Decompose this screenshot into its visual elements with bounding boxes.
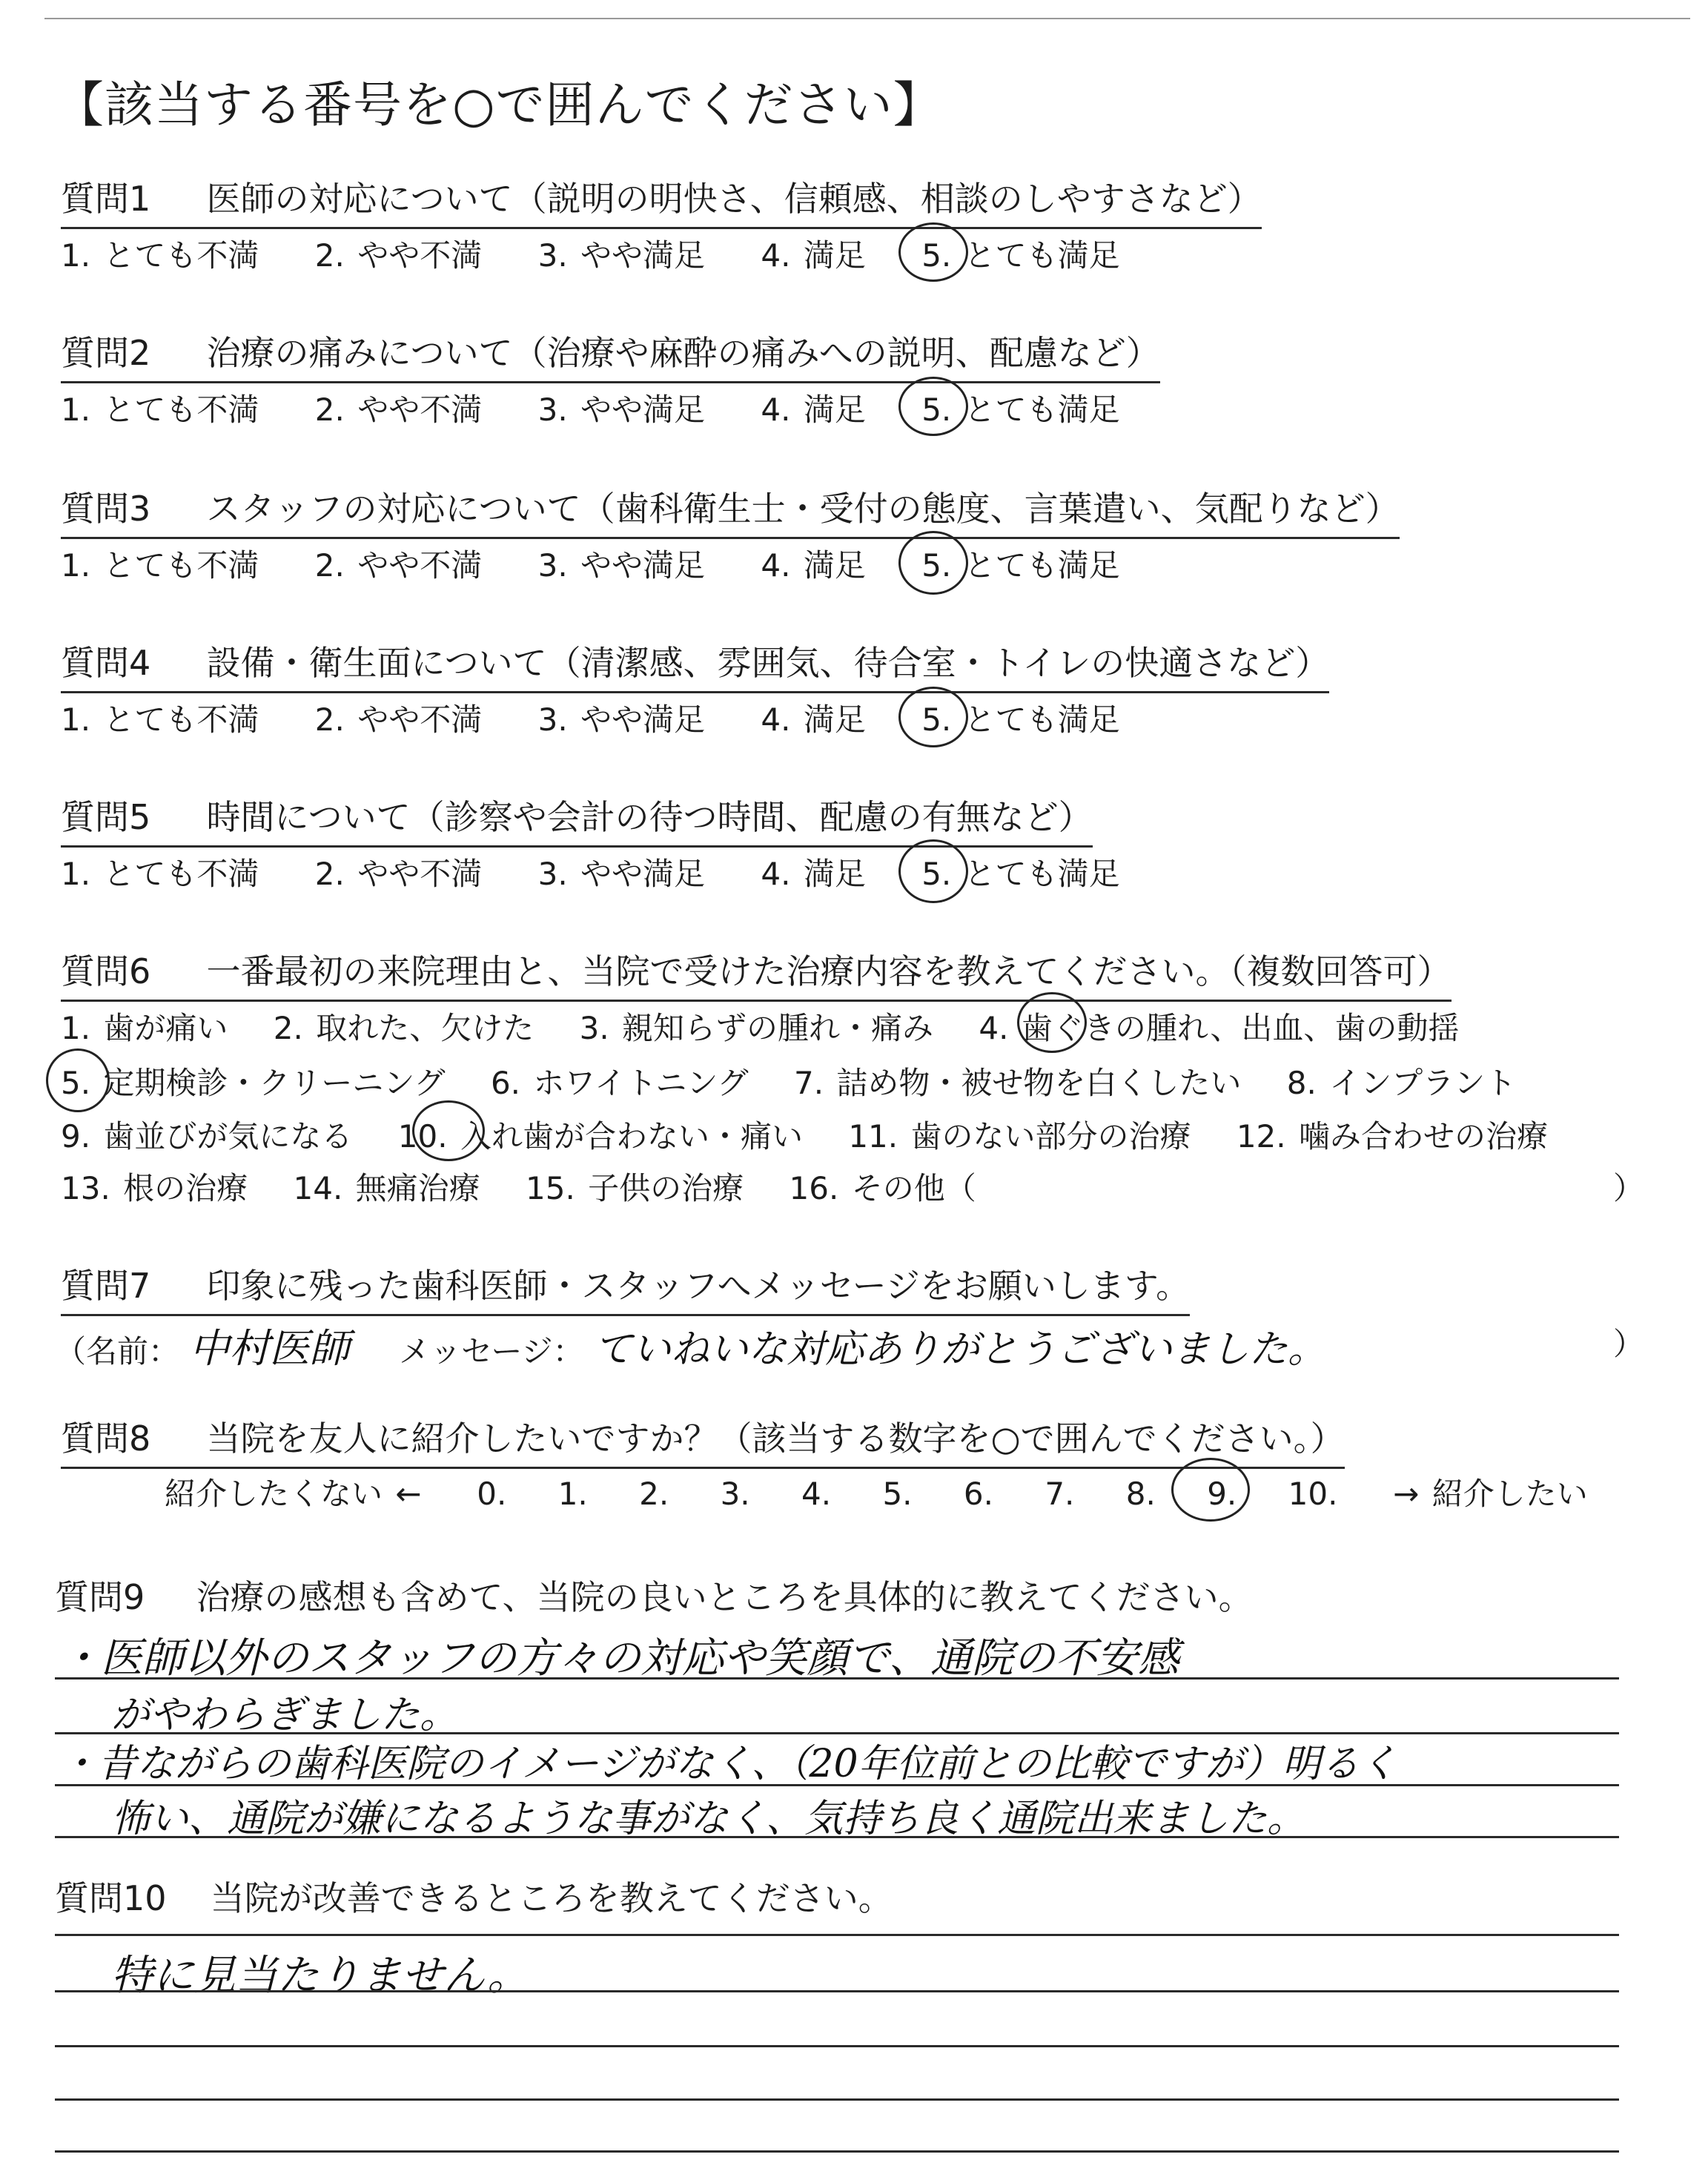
q8-score-8[interactable]: 8.	[1125, 1476, 1156, 1512]
question-7-text: 印象に残った歯科医師・スタッフへメッセージをお願いします。	[206, 1266, 1191, 1306]
option-4[interactable]: 4. 満足	[761, 701, 866, 738]
option-2[interactable]: 2. やや不満	[314, 237, 483, 274]
question-4-label: 質問4	[61, 643, 151, 683]
option-1[interactable]: 1. とても不満	[61, 237, 259, 274]
question-2-label: 質問2	[61, 333, 151, 373]
q6-option-1[interactable]: 1. 歯が痛い	[61, 1010, 228, 1046]
q9-answer-line-4[interactable]: 怖い、通院が嫌になるような事がなく、気持ち良く通院出来ました。	[111, 1797, 1305, 1841]
question-3-label: 質問3	[61, 489, 151, 529]
q6-option-13[interactable]: 13. 根の治療	[61, 1170, 248, 1206]
option-1[interactable]: 1. とても不満	[61, 392, 259, 428]
q9-rule-3	[55, 1784, 1619, 1786]
option-5[interactable]: 5. とても満足	[921, 547, 1120, 584]
q7-name-value[interactable]: 中村医師	[189, 1325, 350, 1372]
question-6-label: 質問6	[61, 951, 151, 991]
q6-option-11[interactable]: 11. 歯のない部分の治療	[848, 1118, 1191, 1155]
q6-option-16[interactable]: 16. その他（	[789, 1170, 976, 1206]
q7-message-value[interactable]: ていねいな対応ありがとうございました。	[593, 1327, 1326, 1372]
q6-option-7[interactable]: 7. 詰め物・被せ物を白くしたい	[793, 1065, 1242, 1101]
q7-name-label: （名前：	[55, 1333, 180, 1370]
option-3[interactable]: 3. やや満足	[537, 392, 706, 428]
question-5-text: 時間について（診察や会計の待つ時間、配慮の有無など）	[206, 797, 1093, 837]
q10-rule-1	[55, 1934, 1619, 1936]
q6-row-2	[61, 1059, 1516, 1103]
q9-rule-1	[55, 1677, 1619, 1680]
q9-rule-4	[55, 1836, 1619, 1838]
q8-scale-row	[165, 1470, 1588, 1514]
question-4-text: 設備・衛生面について（清潔感、雰囲気、待合室・トイレの快適さなど）	[206, 643, 1330, 683]
option-2[interactable]: 2. やや不満	[314, 547, 483, 584]
selection-circle-q1	[898, 222, 968, 282]
question-3	[61, 482, 1400, 539]
option-5[interactable]: 5. とても満足	[921, 701, 1120, 738]
q8-score-0[interactable]: 0.	[477, 1476, 507, 1512]
option-1[interactable]: 1. とても不満	[61, 701, 259, 738]
question-9	[55, 1571, 1253, 1619]
question-4	[61, 636, 1329, 693]
q8-score-7[interactable]: 7.	[1045, 1476, 1075, 1512]
option-5[interactable]: 5. とても満足	[921, 237, 1120, 274]
q8-score-9[interactable]: 9.	[1207, 1476, 1237, 1512]
selection-circle-q5	[898, 839, 968, 903]
question-9-text: 治療の感想も含めて、当院の良いところを具体的に教えてください。	[196, 1577, 1253, 1617]
q7-message-label: メッセージ：	[399, 1333, 584, 1370]
q8-right-label: → 紹介したい	[1393, 1476, 1588, 1512]
q6-option-8[interactable]: 8. インプラント	[1286, 1065, 1517, 1101]
q8-score-2[interactable]: 2.	[639, 1476, 669, 1512]
q8-score-3[interactable]: 3.	[720, 1476, 750, 1512]
question-5-options	[61, 850, 1131, 894]
option-3[interactable]: 3. やや満足	[537, 701, 706, 738]
q6-row-3	[61, 1112, 1548, 1157]
q6-option-5[interactable]: 5. 定期検診・クリーニング	[61, 1065, 446, 1101]
question-5-label: 質問5	[61, 797, 151, 837]
q7-answer-row	[55, 1317, 1326, 1374]
selection-circle-q6-10	[412, 1100, 485, 1161]
question-10-label: 質問10	[55, 1878, 167, 1918]
option-4[interactable]: 4. 満足	[761, 237, 866, 274]
option-5[interactable]: 5. とても満足	[921, 856, 1120, 892]
question-8-label: 質問8	[61, 1418, 151, 1459]
q6-option-14[interactable]: 14. 無痛治療	[293, 1170, 480, 1206]
question-9-label: 質問9	[55, 1577, 145, 1617]
q10-answer-line-1[interactable]: 特に見当たりません。	[111, 1952, 529, 2000]
option-2[interactable]: 2. やや不満	[314, 856, 483, 892]
option-5[interactable]: 5. とても満足	[921, 392, 1120, 428]
selection-circle-q6-4	[1017, 992, 1087, 1053]
q10-rule-5	[55, 2150, 1619, 2153]
question-2-options	[61, 386, 1131, 430]
q8-score-6[interactable]: 6.	[963, 1476, 993, 1512]
option-1[interactable]: 1. とても不満	[61, 547, 259, 584]
q10-rule-2	[55, 1990, 1619, 1992]
question-3-text: スタッフの対応について（歯科衛生士・受付の態度、言葉遣い、気配りなど）	[206, 489, 1400, 529]
selection-circle-q6-5	[46, 1048, 110, 1112]
option-3[interactable]: 3. やや満足	[537, 547, 706, 584]
q9-answer-line-1[interactable]: ・医師以外のスタッフの方々の対応や笑顔で、通院の不安感	[59, 1634, 1179, 1682]
q6-row-4	[61, 1164, 976, 1209]
question-10-text: 当院が改善できるところを教えてください。	[210, 1878, 893, 1918]
question-2-text: 治療の痛みについて（治療や麻酔の痛みへの説明、配慮など）	[206, 333, 1160, 373]
q6-option-6[interactable]: 6. ホワイトニング	[490, 1065, 749, 1101]
q8-score-4[interactable]: 4.	[801, 1476, 832, 1512]
question-7-label: 質問7	[61, 1266, 151, 1306]
option-2[interactable]: 2. やや不満	[314, 392, 483, 428]
q9-answer-line-2[interactable]: がやわらぎました。	[111, 1693, 459, 1737]
q8-score-10[interactable]: 10.	[1288, 1476, 1338, 1512]
question-8-text: 当院を友人に紹介したいですか？（該当する数字を○で囲んでください。）	[206, 1418, 1345, 1459]
top-border	[44, 18, 1690, 19]
option-4[interactable]: 4. 満足	[761, 392, 866, 428]
q6-row-1	[61, 1004, 1459, 1048]
question-1-text: 医師の対応について（説明の明快さ、信頼感、相談のしやすさなど）	[206, 179, 1262, 219]
q8-score-1[interactable]: 1.	[557, 1476, 588, 1512]
option-4[interactable]: 4. 満足	[761, 547, 866, 584]
option-2[interactable]: 2. やや不満	[314, 701, 483, 738]
q10-rule-3	[55, 2045, 1619, 2047]
question-1-options	[61, 231, 1131, 276]
q6-option-3[interactable]: 3. 親知らずの腫れ・痛み	[579, 1010, 934, 1046]
question-6-text: 一番最初の来院理由と、当院で受けた治療内容を教えてください。（複数回答可）	[206, 951, 1452, 991]
selection-circle-q8	[1171, 1458, 1250, 1522]
selection-circle-q3	[898, 531, 968, 595]
question-7	[61, 1259, 1190, 1316]
option-3[interactable]: 3. やや満足	[537, 237, 706, 274]
page-title: 【該当する番号を○で囲んでください】	[55, 76, 943, 133]
q6-option-12[interactable]: 12. 噛み合わせの治療	[1236, 1118, 1548, 1155]
selection-circle-q2	[898, 377, 968, 436]
question-4-options	[61, 696, 1131, 740]
q8-left-label: 紹介したくない ←	[165, 1476, 422, 1512]
question-1	[61, 172, 1262, 229]
question-1-label: 質問1	[61, 179, 151, 219]
question-8	[61, 1412, 1345, 1469]
q6-close-paren: ）	[1613, 1170, 1645, 1206]
question-2	[61, 326, 1160, 383]
question-6	[61, 945, 1452, 1002]
option-1[interactable]: 1. とても不満	[61, 856, 259, 892]
option-3[interactable]: 3. やや満足	[537, 856, 706, 892]
q7-close-paren: ）	[1613, 1326, 1645, 1362]
question-10	[55, 1872, 893, 1920]
option-4[interactable]: 4. 満足	[761, 856, 866, 892]
q6-option-4[interactable]: 4. 歯ぐきの腫れ、出血、歯の動揺	[979, 1010, 1460, 1046]
q10-rule-4	[55, 2098, 1619, 2101]
q6-option-2[interactable]: 2. 取れた、欠けた	[273, 1010, 534, 1046]
q6-option-10[interactable]: 10. 入れ歯が合わない・痛い	[397, 1118, 803, 1155]
q6-option-15[interactable]: 15. 子供の治療	[526, 1170, 744, 1206]
selection-circle-q4	[898, 687, 968, 747]
question-3-options	[61, 541, 1131, 586]
q9-answer-line-3[interactable]: ・昔ながらの歯科医院のイメージがなく、（20年位前との比較ですが）明るく	[59, 1742, 1398, 1786]
q8-score-5[interactable]: 5.	[882, 1476, 913, 1512]
q6-option-9[interactable]: 9. 歯並びが気になる	[61, 1118, 353, 1155]
